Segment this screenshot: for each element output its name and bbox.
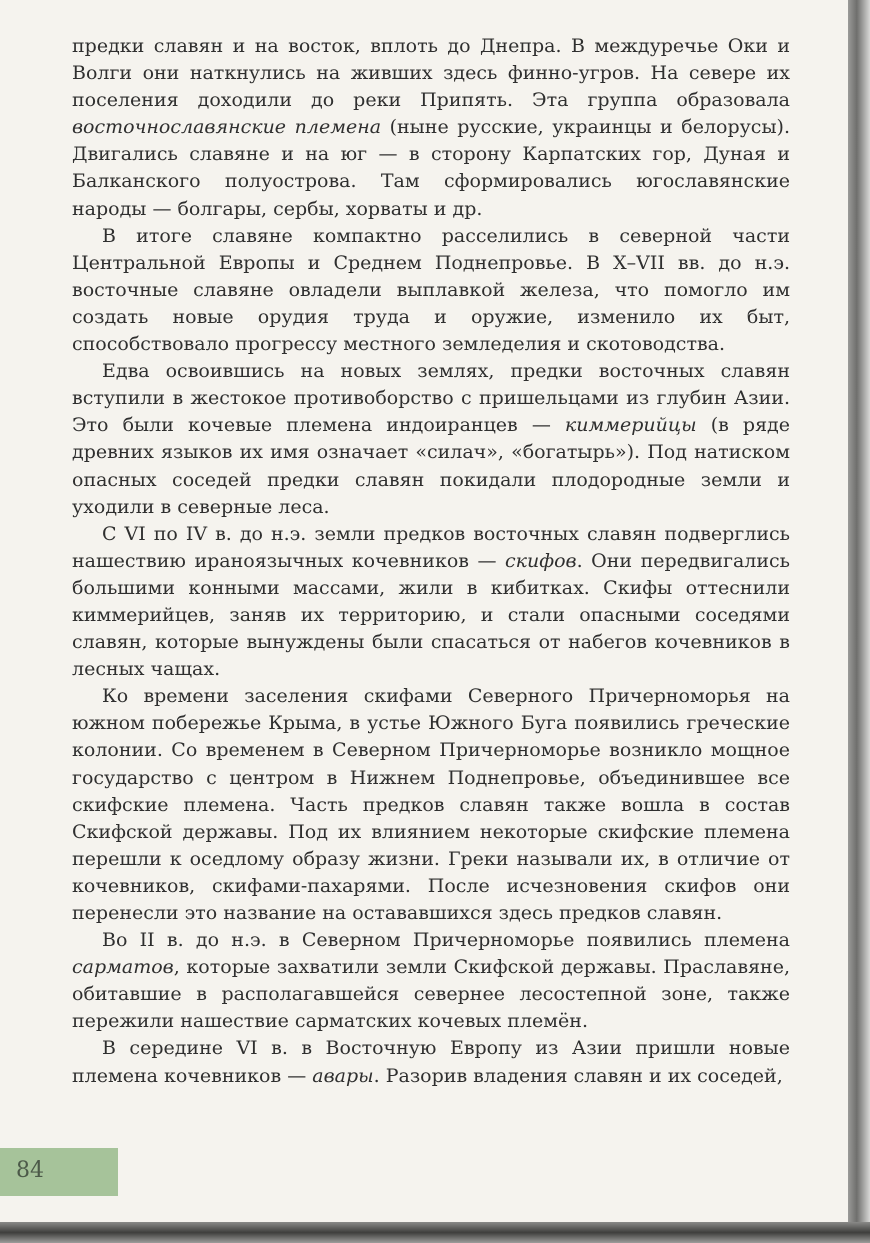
bottom-edge-shadow [0,1222,870,1243]
paragraph: В середине VI в. в Восточную Европу из Азии пришли новые племена кочевников — авары. Разорив владения славян и их соседей, [72,1037,790,1087]
paragraph: С VI по IV в. до н.э. земли предков восточных славян подверглись нашествию ираноязычных кочевников — скифов. Они передвигались большими конными массами, жили в кибитках. Скифы оттеснили киммерийцев, заняв их территорию, и стали опасными соседями славян, которые вынуждены были спасаться от набегов кочевников в лесных чащах. [72,522,790,681]
paragraph: Ко времени заселения скифами Северного Причерноморья на южном побережье Крыма, в устье Южного Буга появились греческие колонии. Со временем в Северном Причерноморье возникло мощное государство с центром в Нижнем Поднепровье, объединившее все скифские племена. Часть предков славян также вошла в состав Скифской державы. Под их влиянием некоторые скифские племена перешли к оседлому образу жизни. Греки называли их, в отличие от кочевников, скифами-пахарями. После исчезновения скифов они перенесли это название на остававшихся здесь предков славян. [72,685,790,924]
paragraph: предки славян и на восток, вплоть до Днепра. В междуречье Оки и Волги они наткнулись на живших здесь финно-угров. На севере их поселения доходили до реки Припять. Эта группа образовала восточнославянские племена (ныне русские, украинцы и белорусы). Двигались славяне и на юг — в сторону Карпатских гор, Дуная и Балканского полуострова. Там сформировались югославянские народы — болгары, сербы, хорваты и др. [72,35,791,220]
binding-shadow [848,0,870,1243]
paragraph: Едва освоившись на новых землях, предки восточных славян вступили в жестокое противоборство с пришельцами из глубин Азии. Это были кочевые племена индоиранцев — киммерийцы (в ряде древних языков их имя означает «силач», «богатырь»). Под натиском опасных соседей предки славян покидали плодородные земли и уходили в северные леса. [72,360,790,518]
body-text [72,33,790,1090]
paragraph: В итоге славяне компактно расселились в северной части Центральной Европы и Среднем Поднепровье. В X–VII вв. до н.э. восточные славяне овладели выплавкой железа, что помогло им создать новые орудия труда и оружие, изменило их быт, способствовало прогрессу местного земледелия и скотоводства. [72,224,790,356]
page-number: 84 [16,1158,44,1183]
paragraph: Во II в. до н.э. в Северном Причерноморье появились племена сарматов, которые захватили земли Скифской державы. Праславяне, обитавшие в располагавшейся севернее лесостепной зоне, также пережили нашествие сарматских кочевых племён. [72,929,790,1033]
page-number-tab [0,1148,118,1196]
